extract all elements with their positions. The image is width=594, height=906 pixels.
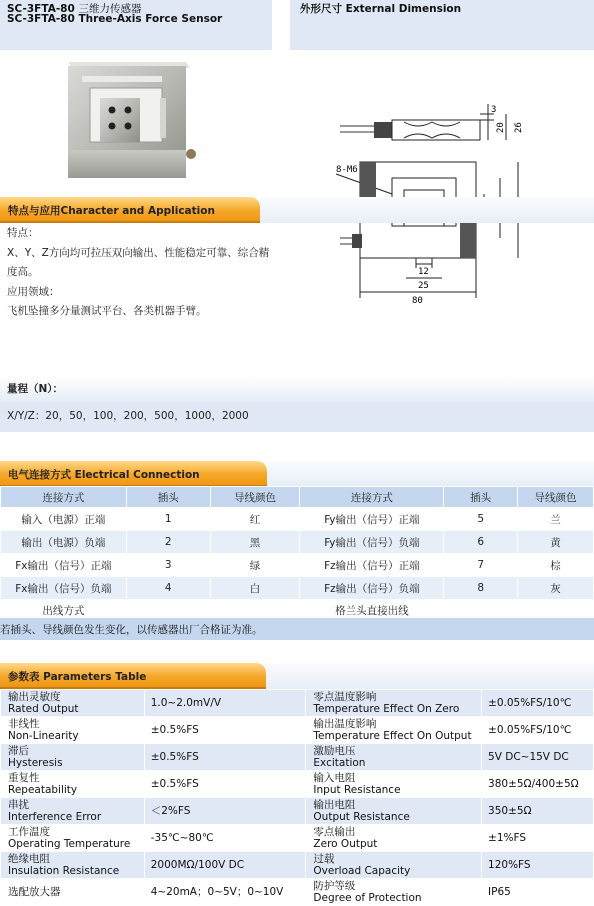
param-name-cell — [306, 771, 482, 798]
title-line-1: SC-3FTA-80 三维力传感器 — [7, 3, 142, 15]
param-row — [1, 744, 594, 771]
dimension-title: 外形尺寸 External Dimension — [300, 3, 462, 15]
param-value: 350±5Ω — [488, 805, 532, 817]
param-name-en: Non-Linearity — [8, 730, 79, 742]
table-cell: Fy输出（信号）负端 — [300, 531, 444, 554]
param-name-cn: 串扰 — [8, 799, 29, 811]
table-cell: 棕 — [518, 554, 594, 577]
param-value: -35℃~80℃ — [150, 832, 214, 844]
param-name-cell — [1, 744, 145, 771]
param-name-cell — [306, 798, 482, 825]
param-name-en: Excitation — [313, 757, 366, 769]
header-cell: 连接方式 — [1, 487, 127, 508]
application-title: 特点与应用Character and Application — [8, 205, 215, 217]
param-name-cell — [306, 744, 482, 771]
table-cell: Fz输出（信号）正端 — [300, 554, 444, 577]
param-name-cell — [306, 879, 482, 906]
param-name-cn: 输出温度影响 — [313, 718, 377, 730]
outlet-label: 出线方式 — [1, 600, 127, 621]
table-cell: 输出（电源）负端 — [1, 531, 127, 554]
param-name-cn: 绝缘电阻 — [8, 853, 50, 865]
table-cell: 黄 — [518, 531, 594, 554]
param-value: ±0.05%FS/10℃ — [488, 724, 572, 736]
param-name-cn: 非线性 — [8, 718, 40, 730]
parameters-table — [0, 689, 594, 906]
table-cell: 5 — [444, 508, 518, 531]
table-cell: 兰 — [518, 508, 594, 531]
param-value: 2000MΩ/100V DC — [150, 859, 245, 871]
table-cell: Fy输出（信号）正端 — [300, 508, 444, 531]
param-name-cell — [306, 852, 482, 879]
param-name-en: Input Resistance — [313, 784, 401, 796]
param-name-cell — [306, 690, 482, 717]
table-cell: 4 — [126, 577, 210, 600]
param-value: ±0.5%FS — [150, 778, 199, 790]
param-name-cn: 输出灵敏度 — [8, 691, 61, 703]
header-cell: 导线颜色 — [210, 487, 300, 508]
table-cell: 灰 — [518, 577, 594, 600]
param-name-cell — [306, 717, 482, 744]
param-value-cell — [144, 825, 306, 852]
param-value: 4~20mA；0~5V；0~10V — [150, 886, 284, 898]
table-cell: 3 — [126, 554, 210, 577]
param-name-en: Temperature Effect On Zero — [313, 703, 460, 715]
param-name-en: Temperature Effect On Output — [313, 730, 472, 742]
param-name-en: Zero Output — [313, 838, 378, 850]
note-text: 若插头、导线颜色发生变化，以传感器出厂合格证为准。 — [0, 624, 263, 636]
param-value-cell — [144, 771, 306, 798]
param-value-cell — [482, 717, 594, 744]
table-cell: 黑 — [210, 531, 300, 554]
header-left — [0, 0, 272, 50]
param-name-cell — [1, 825, 145, 852]
param-name-cn: 输出电阻 — [313, 799, 356, 811]
param-name-en: Rated Output — [8, 703, 79, 715]
application-banner — [0, 197, 594, 223]
header-cell: 连接方式 — [300, 487, 444, 508]
param-row — [1, 717, 594, 744]
param-value-cell — [482, 798, 594, 825]
param-value-cell — [144, 798, 306, 825]
param-name-cn: 防护等级 — [313, 880, 356, 892]
features-line-1: X、Y、Z方向均可拉压双向输出、性能稳定可靠、综合精 — [7, 247, 270, 259]
dim-80-horizontal: 80 — [412, 296, 423, 306]
param-row — [1, 852, 594, 879]
param-value: 380±5Ω/400±5Ω — [488, 778, 579, 790]
param-name-cell — [1, 879, 145, 906]
param-value-cell — [144, 744, 306, 771]
dim-25: 25 — [418, 281, 429, 291]
param-name-cn: 过载 — [313, 853, 335, 865]
param-value: 5V DC~15V DC — [488, 751, 569, 763]
param-name-cn: 选配放大器 — [8, 886, 61, 898]
table-row — [1, 531, 594, 554]
header-cell: 插头 — [444, 487, 518, 508]
dim-12-horizontal: 12 — [418, 267, 429, 277]
param-value: ±0.05%FS/10℃ — [488, 697, 572, 709]
fields-label: 应用领域： — [7, 286, 60, 298]
param-value-cell — [482, 771, 594, 798]
range-body — [0, 402, 594, 432]
electrical-title: 电气连接方式 Electrical Connection — [8, 469, 200, 481]
param-name-en: Overload Capacity — [313, 865, 411, 877]
param-value-cell — [144, 690, 306, 717]
header-cell: 插头 — [126, 487, 210, 508]
table-row — [1, 577, 594, 600]
param-name-cell — [1, 852, 145, 879]
param-row — [1, 825, 594, 852]
param-row — [1, 879, 594, 906]
param-value-cell — [482, 690, 594, 717]
thread-label: 8-M6 — [336, 165, 358, 175]
param-name-en: Operating Temperature — [8, 838, 131, 850]
table-cell: 白 — [210, 577, 300, 600]
param-row — [1, 798, 594, 825]
param-row — [1, 690, 594, 717]
param-value-cell — [482, 852, 594, 879]
param-value: 1.0~2.0mV/V — [150, 697, 222, 709]
table-cell: Fx输出（信号）正端 — [1, 554, 127, 577]
param-value-cell — [144, 717, 306, 744]
param-name-cn: 重复性 — [8, 772, 40, 784]
param-name-cn: 滞后 — [8, 745, 29, 757]
param-value: ＜2%FS — [150, 805, 191, 817]
param-name-cn: 零点输出 — [313, 826, 356, 838]
param-value: ±0.5%FS — [150, 751, 199, 763]
range-header — [0, 376, 594, 402]
param-value: ±0.5%FS — [150, 724, 199, 736]
table-cell: 2 — [126, 531, 210, 554]
param-name-en: Degree of Protection — [313, 892, 422, 904]
dim-20: 20 — [496, 122, 506, 133]
dim-26: 26 — [514, 122, 524, 133]
param-name-cell — [306, 825, 482, 852]
param-value-cell — [482, 744, 594, 771]
param-name-cn: 工作温度 — [8, 826, 50, 838]
param-value: ±1%FS — [488, 832, 527, 844]
features-line-2: 度高。 — [7, 266, 39, 278]
table-header-row — [1, 487, 594, 508]
table-cell: Fz输出（信号）负端 — [300, 577, 444, 600]
param-value-cell — [482, 825, 594, 852]
param-name-cell — [1, 798, 145, 825]
param-name-cn: 输入电阻 — [313, 772, 356, 784]
title-line-2: SC-3FTA-80 Three-Axis Force Sensor — [7, 13, 223, 25]
table-cell: 输入（电源）正端 — [1, 508, 127, 531]
table-cell: 1 — [126, 508, 210, 531]
range-values: X/Y/Z：20，50，100，200，500，1000，2000 — [7, 410, 249, 422]
fields-text: 飞机坠撞多分量测试平台、各类机器手臂。 — [7, 305, 207, 317]
param-name-cell — [1, 717, 145, 744]
table-cell: 绿 — [210, 554, 300, 577]
param-name-en: Insulation Resistance — [8, 865, 120, 877]
parameters-title: 参数表 Parameters Table — [8, 671, 147, 683]
dim-3: 3 — [491, 105, 497, 115]
table-cell: Fx输出（信号）负端 — [1, 577, 127, 600]
electrical-banner — [0, 461, 594, 487]
param-value-cell — [144, 852, 306, 879]
electrical-table — [0, 486, 594, 621]
param-name-en: Interference Error — [8, 811, 102, 823]
param-name-en: Output Resistance — [313, 811, 410, 823]
table-cell: 7 — [444, 554, 518, 577]
param-row — [1, 771, 594, 798]
table-row — [1, 508, 594, 531]
features-label: 特点： — [7, 227, 39, 239]
table-cell: 8 — [444, 577, 518, 600]
param-value-cell — [144, 879, 306, 906]
param-name-cell — [1, 771, 145, 798]
param-name-cn: 零点温度影响 — [313, 691, 377, 703]
note-bar — [0, 618, 594, 640]
param-name-en: Hysteresis — [8, 757, 63, 769]
param-value: IP65 — [488, 886, 511, 898]
product-photo — [60, 58, 200, 184]
param-name-cn: 激励电压 — [313, 745, 356, 757]
param-name-cell — [1, 690, 145, 717]
range-title: 量程（N）： — [7, 383, 64, 395]
table-cell: 红 — [210, 508, 300, 531]
header-right — [290, 0, 594, 50]
table-cell: 6 — [444, 531, 518, 554]
outlet-value: 格兰头直接出线 — [300, 600, 444, 621]
param-name-en: Repeatability — [8, 784, 78, 796]
param-value: 120%FS — [488, 859, 531, 871]
param-value-cell — [482, 879, 594, 906]
table-row — [1, 554, 594, 577]
header-cell: 导线颜色 — [518, 487, 594, 508]
parameters-banner — [0, 663, 594, 689]
